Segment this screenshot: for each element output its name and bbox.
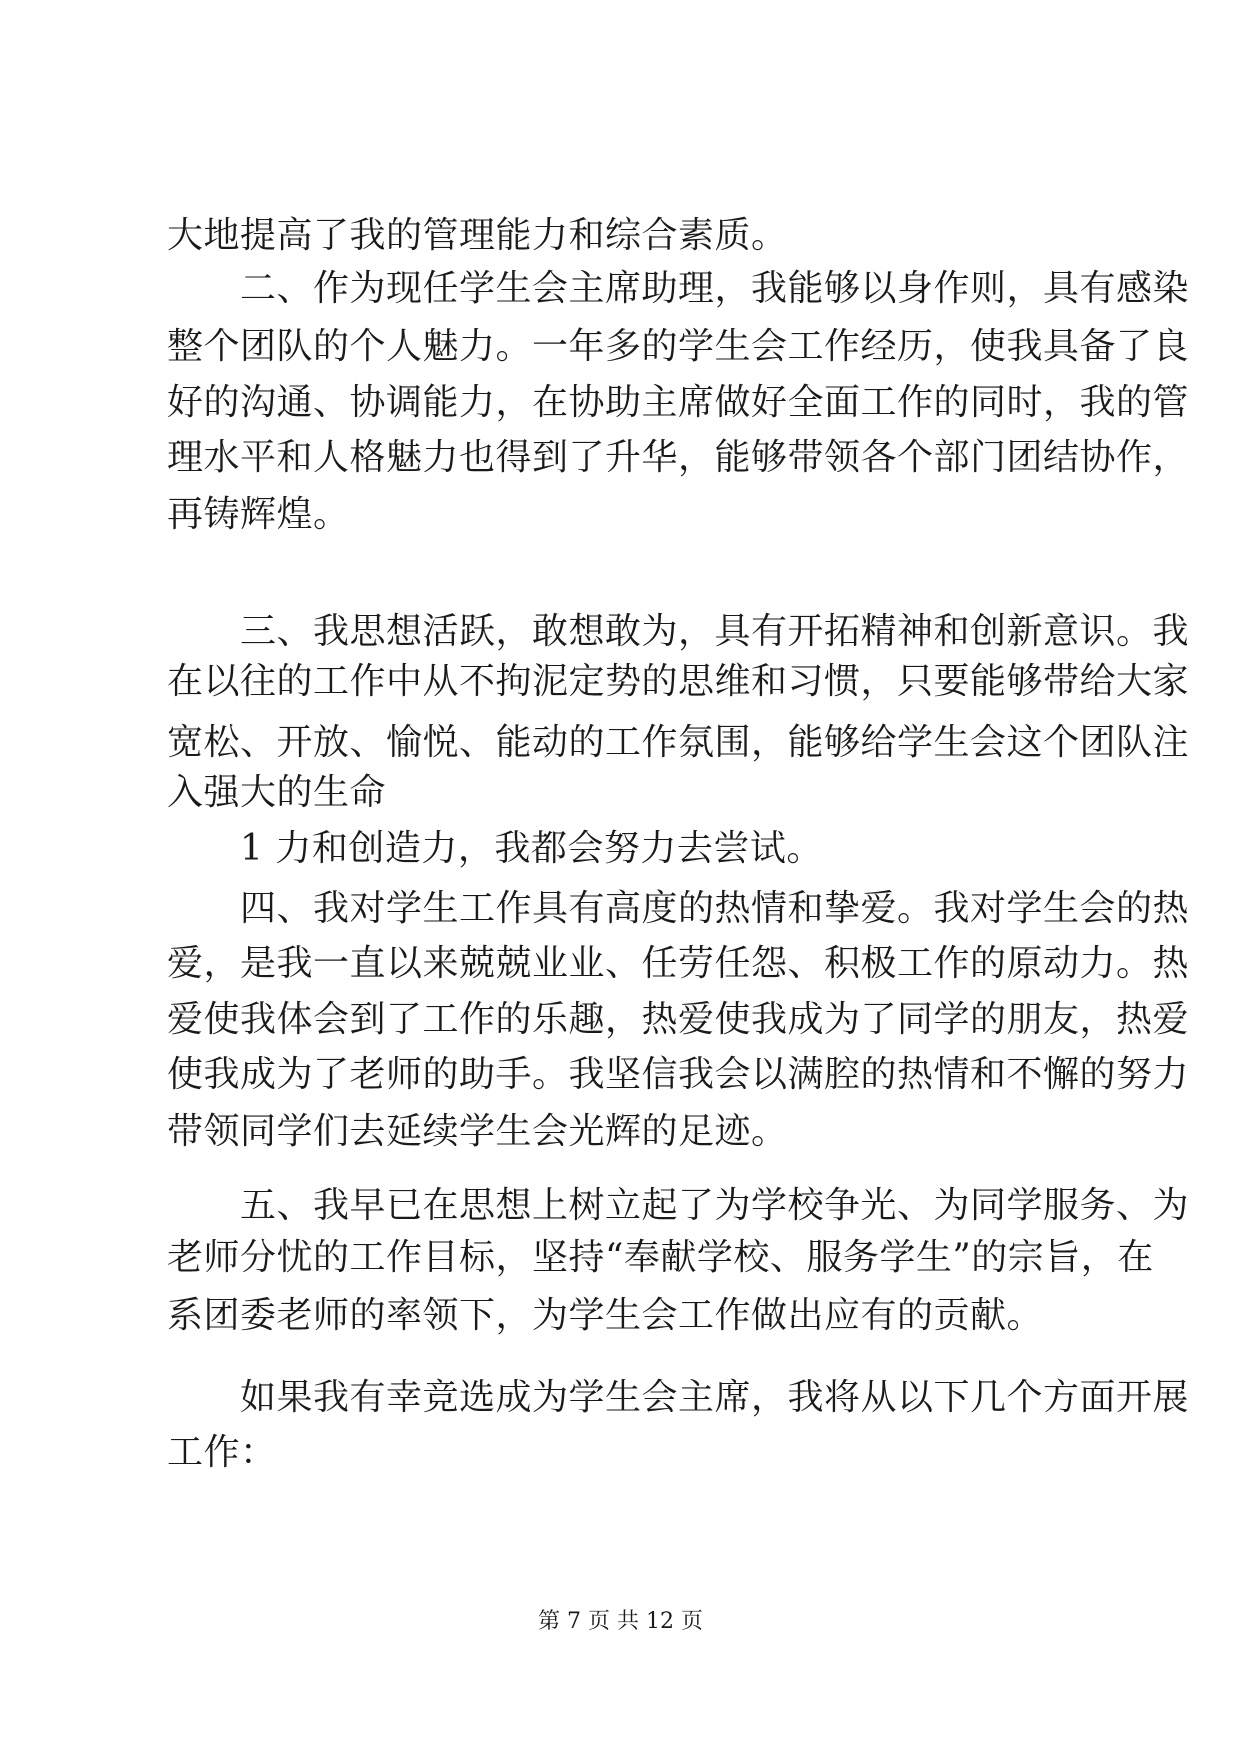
text-line: 理水平和人格魅力也得到了升华，能够带领各个部门团结协作， [167,437,1190,478]
text-line: 二、作为现任学生会主席助理，我能够以身作则，具有感染 [167,268,1190,309]
text-line: 好的沟通、协调能力，在协助主席做好全面工作的同时，我的管 [167,382,1190,423]
text-line: 带领同学们去延续学生会光辉的足迹。 [167,1111,788,1152]
text-line: 整个团队的个人魅力。一年多的学生会工作经历，使我具备了良 [167,326,1190,367]
text-line: 大地提高了我的管理能力和综合素质。 [167,215,788,256]
page-number-footer: 第 7 页 共 12 页 [538,1609,703,1634]
text-line: 五、我早已在思想上树立起了为学校争光、为同学服务、为 [167,1185,1190,1226]
text-line: 三、我思想活跃，敢想敢为，具有开拓精神和创新意识。我 [167,611,1190,652]
text-line: 爱使我体会到了工作的乐趣，热爱使我成为了同学的朋友，热爱 [167,999,1190,1040]
text-line: 爱，是我一直以来兢兢业业、任劳任怨、积极工作的原动力。热 [167,943,1190,984]
text-line: 工作： [167,1432,277,1473]
text-line: 四、我对学生工作具有高度的热情和挚爱。我对学生会的热 [167,888,1190,929]
text-line: 宽松、开放、愉悦、能动的工作氛围，能够给学生会这个团队注 [167,722,1190,763]
text-line: 再铸辉煌。 [167,494,350,535]
text-line: 如果我有幸竞选成为学生会主席，我将从以下几个方面开展 [167,1377,1190,1418]
text-line: 入强大的生命 [167,772,387,813]
text-line: 1 力和创造力，我都会努力去尝试。 [167,828,823,869]
text-line: 老师分忧的工作目标，坚持“奉献学校、服务学生”的宗旨，在 [167,1237,1154,1278]
text-line: 使我成为了老师的助手。我坚信我会以满腔的热情和不懈的努力 [167,1054,1190,1095]
text-line: 在以往的工作中从不拘泥定势的思维和习惯，只要能够带给大家 [167,661,1190,702]
text-line: 系团委老师的率领下，为学生会工作做出应有的贡献。 [167,1295,1044,1336]
